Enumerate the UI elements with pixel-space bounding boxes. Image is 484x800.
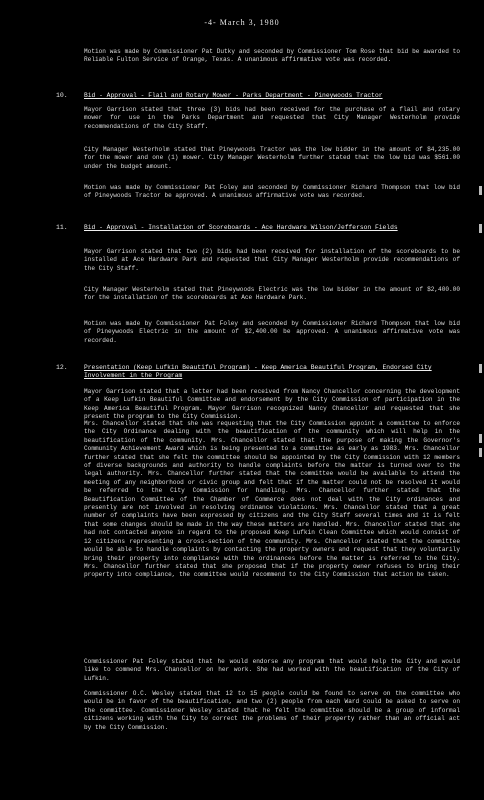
paragraph-motion-item9: Motion was made by Commissioner Pat Dutky and seconded by Commissioner Tom Rose that bid be awarded to Reliable Fulton Service of Orange, Texas. A unanimous affirmative vote was recorded. xyxy=(84,48,460,64)
item-heading-12: Presentation (Keep Lufkin Beautiful Program) - Keep America Beautiful Program, Endorsed City Involvement in the Program xyxy=(84,364,432,380)
paragraph-10-1: Mayor Garrison stated that three (3) bids had been received for the purchase of a flail and rotary mower for use in the Parks Department and requested that City Manager Westerholm provide recommendations of the City Staff. xyxy=(84,106,460,130)
margin-mark xyxy=(479,364,482,373)
paragraph-10-3: Motion was made by Commissioner Pat Foley and seconded by Commissioner Richard Thompson that low bid of Pineywoods Tractor be approved. A unanimous affirmative vote was recorded. xyxy=(84,184,460,200)
item-number-12: 12. xyxy=(56,364,68,371)
paragraph-12-1: Mayor Garrison stated that a letter had been received from Nancy Chancellor concerning the development of a Keep Lufkin Beautiful Committee and endorsement by the City Commission of participation in the Keep America Beautiful Program. Mayor Garrison recognized Nancy Chancellor and requested that she present the program to the City Commission. xyxy=(84,388,460,421)
item-heading-10: Bid - Approval - Flail and Rotary Mower - Parks Department - Pineywoods Tractor xyxy=(84,92,383,99)
paragraph-10-2: City Manager Westerholm stated that Pineywoods Tractor was the low bidder in the amount of $4,235.00 for the mower and one (1) mower. City Manager Westerholm further stated that the low bid was $561.00 under the budget amount. xyxy=(84,146,460,170)
paragraph-11-2: City Manager Westerholm stated that Pineywoods Electric was the low bidder in the amount of $2,400.00 for the installation of the scoreboards at Ace Hardware Park. xyxy=(84,286,460,302)
paragraph-12-2: Mrs. Chancellor stated that she was requesting that the City Commission appoint a committee to enforce the City Ordinance dealing with the beautification of the community which will help in the beautification of the community. Mrs. Chancellor stated that the purpose of making the Governor's Community Achievement Award which is being presented to a committee as early as 1983. Mrs. Chancellor further stated that she felt the committee should be appointed by the City Commission with 12 members of diverse backgrounds and authority to handle complaints before the matter is turned over to the legal authority. Mrs. Chancellor further stated that the committee would be available to attend the meeting of any neighborhood or civic group and felt that if the matter could not be resolved it would be referred to the City Commission for handling. Mrs. Chancellor further stated that the Beautification Committee of the Chamber of Commerce does not deal with the City ordinances and presently are not involved in resolving ordinance violations. Mrs. Chancellor stated that a great number of complaints have been expressed by citizens and the City Staff several times and it is felt that some changes should be made in the way these matters are handled. Mrs. Chancellor stated that she had not contacted anyone in regard to the proposed Keep Lufkin Clean Committee which would consist of 12 citizens representing a cross-section of the community. Mrs. Chancellor stated that the committee would be able to handle complaints by contacting the property owners and request that they voluntarily bring their property into compliance with the ordinances before the matter is referred to the City. Mrs. Chancellor further stated that she proposed that if the property owner refuses to bring their property into compliance, the committee would recommend to the City Commission that action be taken. xyxy=(84,420,460,579)
margin-mark xyxy=(479,434,482,443)
item-heading-11: Bid - Approval - Installation of Scoreboards - Ace Hardware Wilson/Jefferson Fields xyxy=(84,224,398,231)
item-number-11: 11. xyxy=(56,224,68,231)
paragraph-11-3: Motion was made by Commissioner Pat Foley and seconded by Commissioner Richard Thompson that low bid of Pineywoods Electric in the amount of $2,400.00 be approved. A unanimous affirmative vote was recorded. xyxy=(84,320,460,344)
margin-mark xyxy=(479,448,482,457)
margin-mark xyxy=(479,224,482,233)
margin-mark xyxy=(479,186,482,195)
paragraph-12-3: Commissioner Pat Foley stated that he would endorse any program that would help the City and would like to commend Mrs. Chancellor on her work. She had worked with the beautification of the City of Lufkin. xyxy=(84,658,460,682)
paragraph-11-1: Mayor Garrison stated that two (2) bids had been received for installation of the scoreboards to be installed at Ace Hardware Park and requested that City Manager Westerholm provide recommendations of the City Staff. xyxy=(84,248,460,272)
item-number-10: 10. xyxy=(56,92,68,99)
page-header: -4- March 3, 1980 xyxy=(204,18,280,27)
paragraph-12-4: Commissioner O.C. Wesley stated that 12 to 15 people could be found to serve on the committee who would be in favor of the beautification, and two (2) people from each Ward could be asked to serve on the committee. Commissioner Wesley stated that he felt the committee should be a group of informal citizens working with the City to correct the problems of their property rather than an official act by the City Commission. xyxy=(84,690,460,731)
